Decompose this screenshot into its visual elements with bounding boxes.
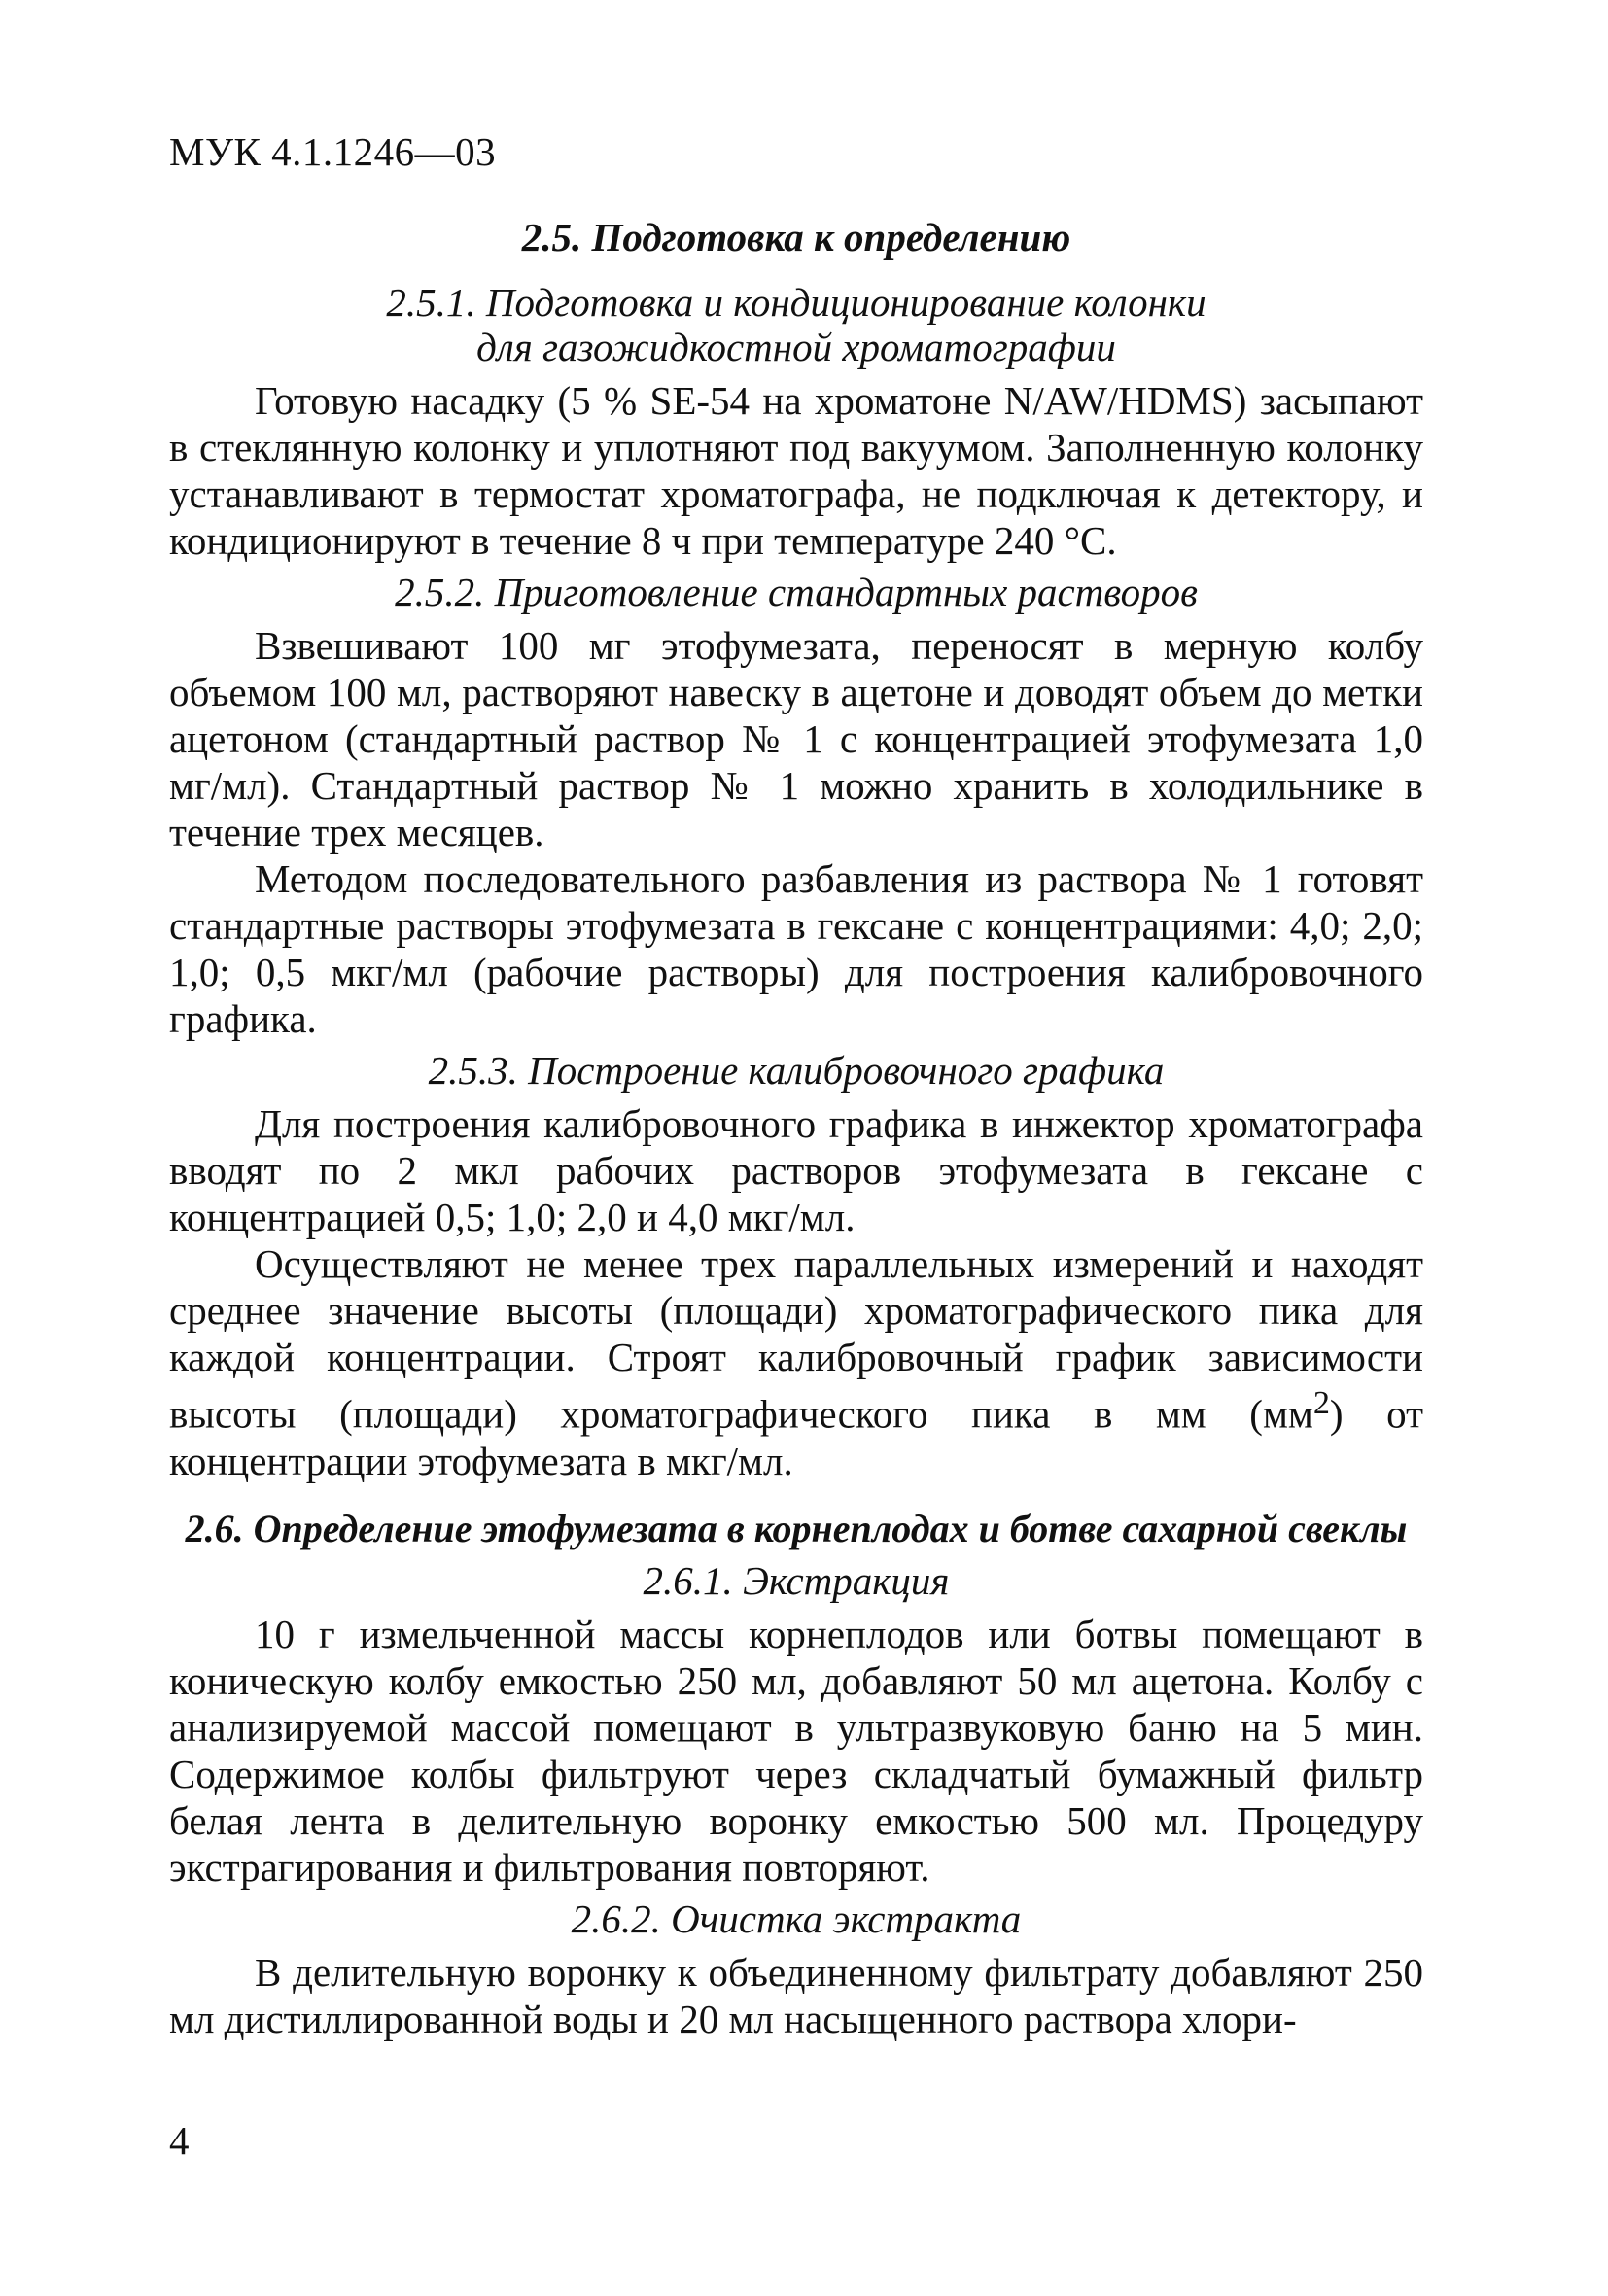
paragraph-2-6-2: В делительную воронку к объединенному фильтрату добавляют 250 мл дистиллированной воды и 20 мл насыщенного раствора хлори- — [169, 1949, 1423, 2041]
section-2-5-title: 2.5. Подготовка к определению — [521, 215, 1071, 260]
section-2-5-1-title-line1: 2.5.1. Подготовка и кондиционирование колонки — [386, 280, 1206, 325]
paragraph-2-5-2-b: Методом последовательного разбавления из раствора № 1 готовят стандартные растворы этофумезата в гексане с концентрациями: 4,0; 2,0; 1,0; 0,5 мкг/мл (рабочие растворы) для построения калибровочного графика. — [169, 856, 1423, 1041]
paragraph-2-5-3-b-part2: ) от концентрации этофумезата в мкг/мл. — [169, 1391, 1423, 1483]
paragraph-2-5-3-b — [169, 1240, 1423, 1484]
superscript-2: 2 — [1312, 1385, 1330, 1421]
paragraph-2-5-3-b-part1: Осуществляют не менее трех параллельных измерений и находят среднее значение высоты (площади) хроматографического пика для каждой концентрации. Строят калибровочный график зависимости высоты (площади) хроматографического пика в мм (мм — [169, 1241, 1423, 1437]
paragraph-2-6-1: 10 г измельченной массы корнеплодов или ботвы помещают в коническую колбу емкостью 250 мл, добавляют 50 мл ацетона. Колбу с анализируемой массой помещают в ультразвуковую баню на 5 мин. Содержимое колбы фильтруют через складчатый бумажный фильтр белая лента в делительную воронку емкостью 500 мл. Процедуру экстрагирования и фильтрования повторяют. — [169, 1611, 1423, 1890]
section-2-6-title: 2.6. Определение этофумезата в корнеплодах и ботве сахарной свеклы — [185, 1506, 1408, 1550]
section-2-5-1-title-line2: для газожидкостной хроматографии — [476, 325, 1116, 369]
page-number: 4 — [169, 2118, 190, 2163]
paragraph-2-5-2-a: Взвешивают 100 мг этофумезата, переносят в мерную колбу объемом 100 мл, растворяют навеску в ацетоне и доводят объем до метки ацетоном (стандартный раствор № 1 с концентрацией этофумезата 1,0 мг/мл). Стандартный раствор № 1 можно хранить в холодильнике в течение трех месяцев. — [169, 623, 1423, 854]
section-2-5-2-title: 2.5.2. Приготовление стандартных растворов — [395, 570, 1198, 614]
section-2-6-1-title: 2.6.1. Экстракция — [643, 1557, 950, 1603]
paragraph-2-5-3-a: Для построения калибровочного графика в инжектор хроматографа вводят по 2 мкл рабочих растворов этофумезата в гексане с концентрацией 0,5; 1,0; 2,0 и 4,0 мкг/мл. — [169, 1101, 1423, 1239]
paragraph-2-5-1: Готовую насадку (5 % SE-54 на хроматоне N/AW/HDMS) засыпают в стеклянную колонку и уплотняют под вакуумом. Заполненную колонку устанавливают в термостат хроматографа, не подключая к детектору, и кондиционируют в течение 8 ч при температуре 240 °С. — [169, 378, 1423, 563]
section-2-5-3-title: 2.5.3. Построение калибровочного графика — [428, 1048, 1165, 1093]
page-body — [169, 214, 1423, 2042]
document-code: МУК 4.1.1246—03 — [169, 129, 497, 174]
section-2-5-1-title — [169, 280, 1423, 369]
section-2-6-2-title: 2.6.2. Очистка экстракта — [571, 1896, 1022, 1941]
